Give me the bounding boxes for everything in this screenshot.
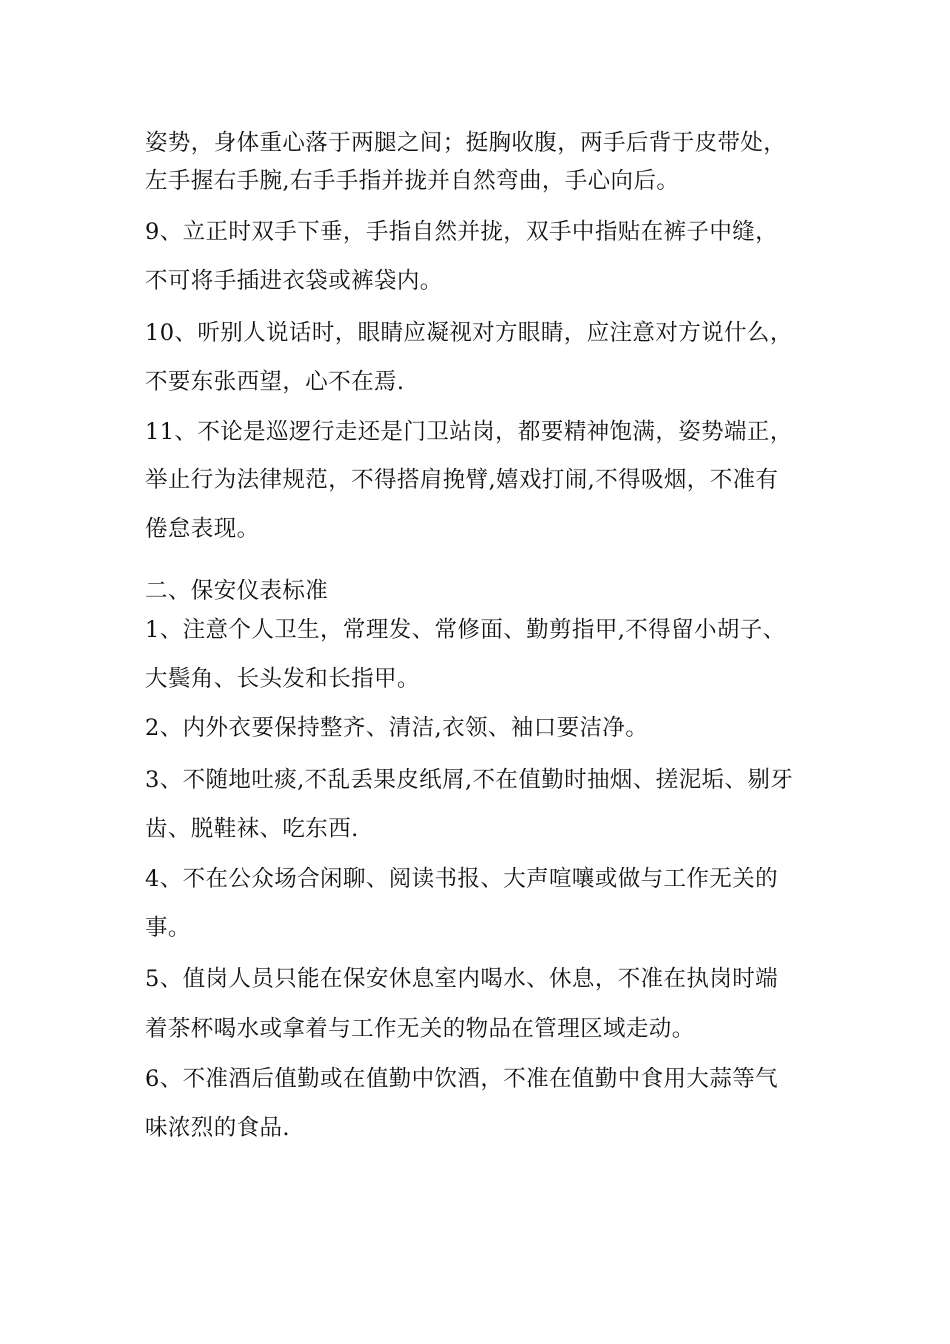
text-line: 齿、脱鞋袜、吃东西. bbox=[145, 816, 359, 842]
item-11-text: 11、不论是巡逻行走还是门卫站岗，都要精神饱满，姿势端正， bbox=[145, 419, 793, 445]
text-line: 姿势，身体重心落于两腿之间；挺胸收腹，两手后背于皮带处， bbox=[145, 130, 787, 156]
text-line: 大鬓角、长头发和长指甲。 bbox=[145, 666, 420, 692]
item-10-text: 10、听别人说话时，眼睛应凝视对方眼睛，应注意对方说什么， bbox=[145, 320, 793, 346]
text-line: 不可将手插进衣袋或裤袋内。 bbox=[145, 268, 443, 294]
item-2-text: 2、内外衣要保持整齐、清洁,衣领、袖口要洁净。 bbox=[145, 715, 649, 741]
text-line: 倦怠表现。 bbox=[145, 516, 260, 542]
section-heading: 二、保安仪表标准 bbox=[145, 578, 329, 604]
item-5-text: 5、值岗人员只能在保安休息室内喝水、休息，不准在执岗时端 bbox=[145, 966, 779, 992]
text-line: 不要东张西望，心不在焉. bbox=[145, 369, 405, 395]
text-line: 左手握右手腕,右手手指并拢并自然弯曲，手心向后。 bbox=[145, 168, 680, 194]
item-9-text: 9、立正时双手下垂，手指自然并拢，双手中指贴在裤子中缝， bbox=[145, 219, 779, 245]
item-6-text: 6、不准酒后值勤或在值勤中饮酒，不准在值勤中食用大蒜等气 bbox=[145, 1066, 779, 1092]
item-4-text: 4、不在公众场合闲聊、阅读书报、大声喧嚷或做与工作无关的 bbox=[145, 866, 779, 892]
text-line: 味浓烈的食品. bbox=[145, 1115, 290, 1141]
text-line: 事。 bbox=[145, 915, 191, 941]
text-line: 举止行为法律规范，不得搭肩挽臂,嬉戏打闹,不得吸烟，不准有 bbox=[145, 467, 779, 493]
item-3-text: 3、不随地吐痰,不乱丢果皮纸屑,不在值勤时抽烟、搓泥垢、剔牙 bbox=[145, 767, 794, 793]
text-line: 着茶杯喝水或拿着与工作无关的物品在管理区域走动。 bbox=[145, 1016, 695, 1042]
item-1-text: 1、注意个人卫生，常理发、常修面、勤剪指甲,不得留小胡子、 bbox=[145, 617, 786, 643]
